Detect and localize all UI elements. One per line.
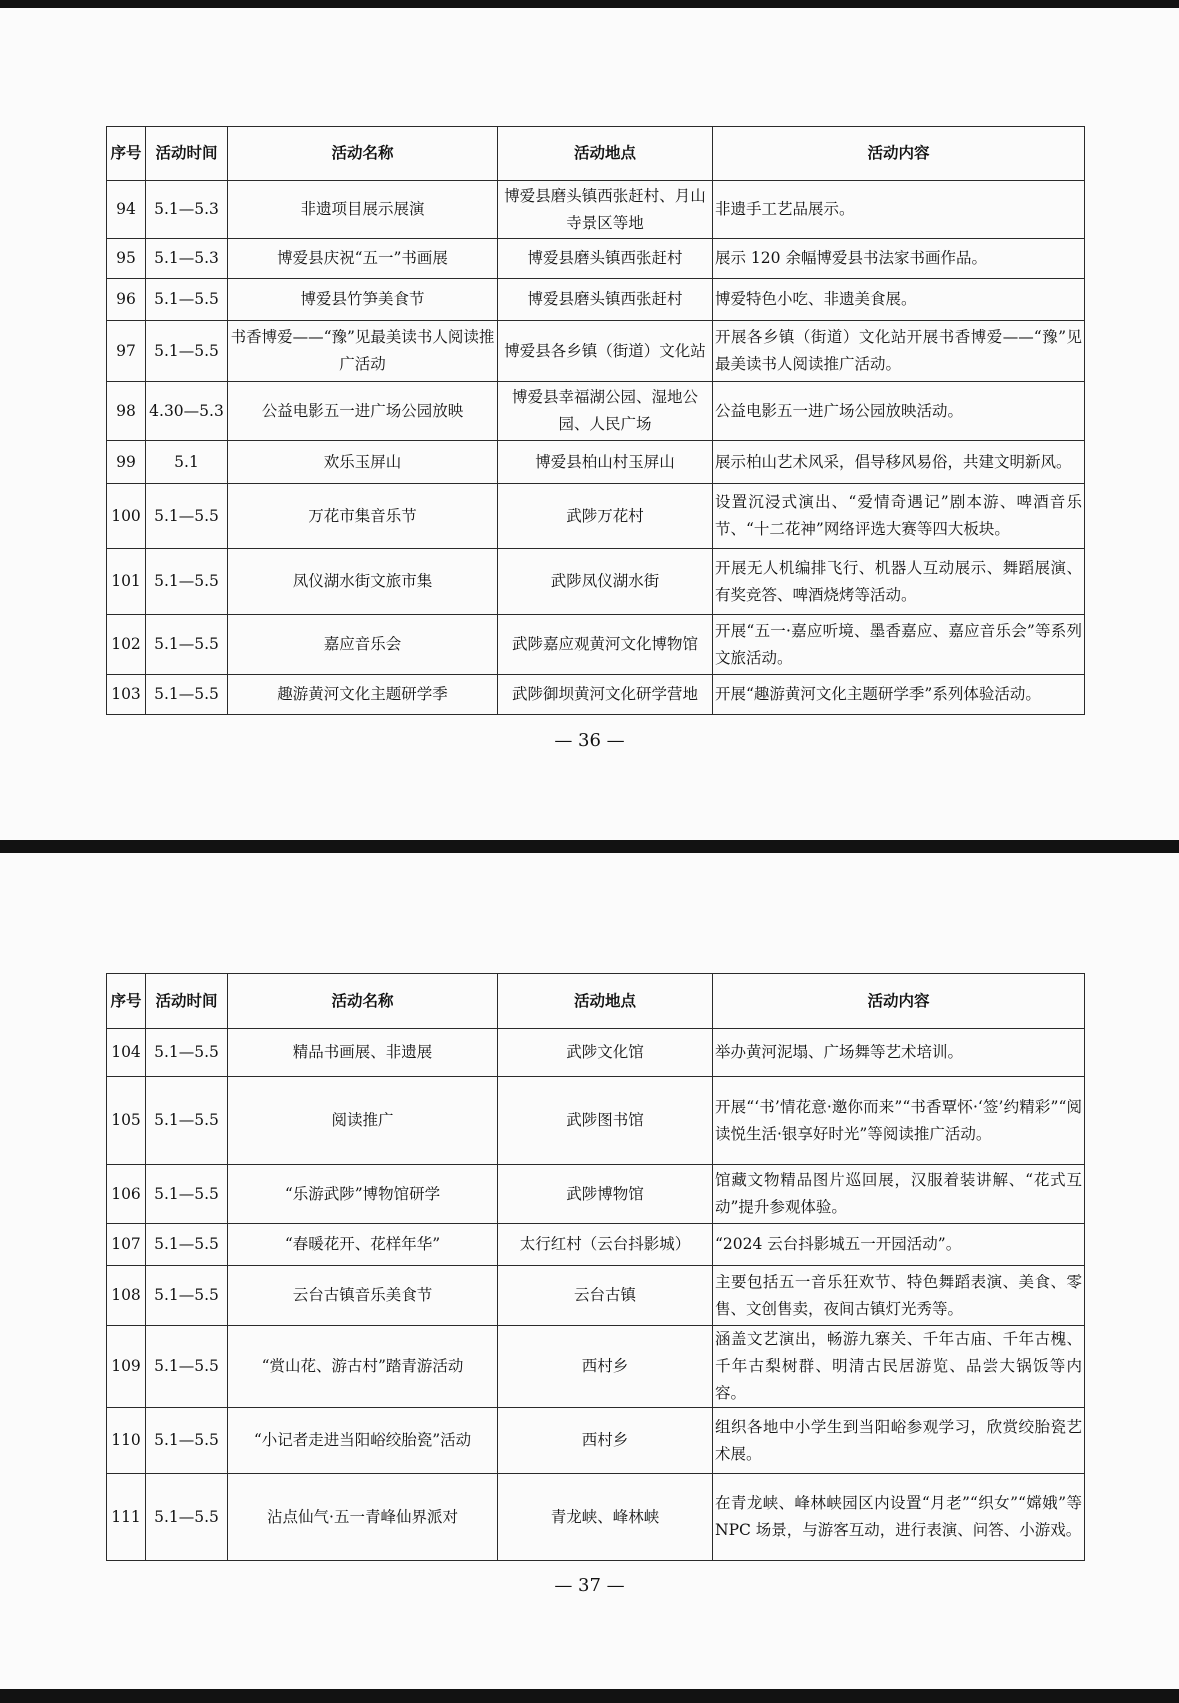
row-name: 书香博爱——“豫”见最美读书人阅读推广活动 [228,321,498,382]
row-time: 5.1—5.5 [146,615,228,675]
row-name: 非遗项目展示展演 [228,181,498,239]
row-time: 5.1—5.5 [146,1408,228,1474]
row-time: 5.1—5.5 [146,675,228,715]
row-no: 99 [107,441,146,484]
row-content: 主要包括五一音乐狂欢节、特色舞蹈表演、美食、零售、文创售卖，夜间古镇灯光秀等。 [713,1266,1085,1326]
table-row [107,1266,1085,1326]
row-time: 5.1—5.5 [146,549,228,615]
row-no: 103 [107,675,146,715]
row-place: 武陟博物馆 [498,1165,713,1224]
row-time: 5.1—5.5 [146,1029,228,1077]
header-name: 活动名称 [228,127,498,181]
row-content: 设置沉浸式演出、“爱情奇遇记”剧本游、啤酒音乐节、“十二花神”网络评选大赛等四大板块。 [713,484,1085,549]
row-place: 武陟嘉应观黄河文化博物馆 [498,615,713,675]
row-time: 5.1—5.5 [146,1224,228,1266]
table-header-row [107,127,1085,181]
row-no: 102 [107,615,146,675]
row-time: 5.1—5.5 [146,484,228,549]
row-no: 106 [107,1165,146,1224]
row-place: 武陟万花村 [498,484,713,549]
row-name: 云台古镇音乐美食节 [228,1266,498,1326]
row-no: 107 [107,1224,146,1266]
row-content: “2024 云台抖影城五一开园活动”。 [713,1224,1085,1266]
row-name: 趣游黄河文化主题研学季 [228,675,498,715]
row-place: 西村乡 [498,1408,713,1474]
row-no: 94 [107,181,146,239]
row-name: 欢乐玉屏山 [228,441,498,484]
header-place: 活动地点 [498,974,713,1029]
row-name: 精品书画展、非遗展 [228,1029,498,1077]
row-no: 100 [107,484,146,549]
row-no: 97 [107,321,146,382]
row-time: 5.1—5.3 [146,239,228,279]
row-time: 5.1—5.5 [146,1077,228,1165]
table-row [107,441,1085,484]
row-content: 在青龙峡、峰林峡园区内设置“月老”“织女”“嫦娥”等 NPC 场景，与游客互动，进行表演、问答、小游戏。 [713,1474,1085,1561]
row-place: 武陟图书馆 [498,1077,713,1165]
table-row [107,549,1085,615]
table-row [107,279,1085,321]
row-name: 博爱县庆祝“五一”书画展 [228,239,498,279]
header-time: 活动时间 [146,127,228,181]
header-time: 活动时间 [146,974,228,1029]
row-content: 开展各乡镇（街道）文化站开展书香博爱——“豫”见最美读书人阅读推广活动。 [713,321,1085,382]
row-time: 5.1—5.5 [146,1165,228,1224]
row-content: 开展“趣游黄河文化主题研学季”系列体验活动。 [713,675,1085,715]
row-name: 嘉应音乐会 [228,615,498,675]
row-place: 武陟文化馆 [498,1029,713,1077]
row-name: 沾点仙气·五一青峰仙界派对 [228,1474,498,1561]
table-row [107,1165,1085,1224]
row-name: “小记者走进当阳峪绞胎瓷”活动 [228,1408,498,1474]
row-no: 110 [107,1408,146,1474]
header-no: 序号 [107,127,146,181]
header-name: 活动名称 [228,974,498,1029]
row-content: 馆藏文物精品图片巡回展，汉服着装讲解、“花式互动”提升参观体验。 [713,1165,1085,1224]
page-number: — 36 — [554,730,625,751]
row-no: 96 [107,279,146,321]
row-place: 博爱县磨头镇西张赶村、月山寺景区等地 [498,181,713,239]
table-row [107,1077,1085,1165]
header-place: 活动地点 [498,127,713,181]
row-no: 104 [107,1029,146,1077]
header-content: 活动内容 [713,127,1085,181]
table-row [107,1224,1085,1266]
row-place: 西村乡 [498,1326,713,1408]
row-time: 5.1—5.5 [146,1266,228,1326]
row-name: 博爱县竹笋美食节 [228,279,498,321]
row-place: 博爱县各乡镇（街道）文化站 [498,321,713,382]
row-no: 105 [107,1077,146,1165]
row-content: 开展无人机编排飞行、机器人互动展示、舞蹈展演、有奖竞答、啤酒烧烤等活动。 [713,549,1085,615]
row-time: 5.1—5.5 [146,279,228,321]
row-content: 非遗手工艺品展示。 [713,181,1085,239]
row-no: 108 [107,1266,146,1326]
row-name: 阅读推广 [228,1077,498,1165]
row-content: 公益电影五一进广场公园放映活动。 [713,382,1085,441]
row-name: “春暖花开、花样年华” [228,1224,498,1266]
row-name: “乐游武陟”博物馆研学 [228,1165,498,1224]
activity-table [106,973,1085,1561]
header-content: 活动内容 [713,974,1085,1029]
row-time: 5.1—5.3 [146,181,228,239]
row-place: 武陟凤仪湖水街 [498,549,713,615]
row-time: 5.1—5.5 [146,321,228,382]
row-content: 博爱特色小吃、非遗美食展。 [713,279,1085,321]
table-row [107,615,1085,675]
row-name: “赏山花、游古村”踏青游活动 [228,1326,498,1408]
row-content: 展示 120 余幅博爱县书法家书画作品。 [713,239,1085,279]
row-no: 111 [107,1474,146,1561]
row-content: 组织各地中小学生到当阳峪参观学习，欣赏绞胎瓷艺术展。 [713,1408,1085,1474]
row-content: 展示柏山艺术风采，倡导移风易俗，共建文明新风。 [713,441,1085,484]
row-time: 4.30—5.3 [146,382,228,441]
row-no: 101 [107,549,146,615]
row-name: 万花市集音乐节 [228,484,498,549]
page-number: — 37 — [554,1575,625,1596]
table-row [107,239,1085,279]
table-header-row [107,974,1085,1029]
row-content: 开展“‘书’情花意·邀你而来”“书香覃怀·‘签’约精彩”“阅读悦生活·银享好时光”等阅读推广活动。 [713,1077,1085,1165]
row-content: 举办黄河泥塌、广场舞等艺术培训。 [713,1029,1085,1077]
row-no: 98 [107,382,146,441]
table-row [107,382,1085,441]
activity-table [106,126,1085,715]
document-page-37 [0,853,1179,1689]
row-place: 云台古镇 [498,1266,713,1326]
row-place: 青龙峡、峰林峡 [498,1474,713,1561]
table-row [107,1408,1085,1474]
row-place: 博爱县磨头镇西张赶村 [498,279,713,321]
table-row [107,675,1085,715]
row-place: 博爱县柏山村玉屏山 [498,441,713,484]
row-no: 109 [107,1326,146,1408]
document-page-36 [0,8,1179,840]
header-no: 序号 [107,974,146,1029]
row-place: 武陟御坝黄河文化研学营地 [498,675,713,715]
row-time: 5.1 [146,441,228,484]
table-row [107,321,1085,382]
row-place: 博爱县磨头镇西张赶村 [498,239,713,279]
row-content: 开展“五一·嘉应听境、墨香嘉应、嘉应音乐会”等系列文旅活动。 [713,615,1085,675]
row-time: 5.1—5.5 [146,1474,228,1561]
row-name: 公益电影五一进广场公园放映 [228,382,498,441]
table-row [107,484,1085,549]
row-place: 太行红村（云台抖影城） [498,1224,713,1266]
table-row [107,1326,1085,1408]
table-row [107,1029,1085,1077]
row-place: 博爱县幸福湖公园、湿地公园、人民广场 [498,382,713,441]
row-time: 5.1—5.5 [146,1326,228,1408]
row-name: 凤仪湖水街文旅市集 [228,549,498,615]
table-row [107,181,1085,239]
table-row [107,1474,1085,1561]
row-content: 涵盖文艺演出，畅游九寨关、千年古庙、千年古槐、千年古梨树群、明清古民居游览、品尝大锅饭等内容。 [713,1326,1085,1408]
row-no: 95 [107,239,146,279]
